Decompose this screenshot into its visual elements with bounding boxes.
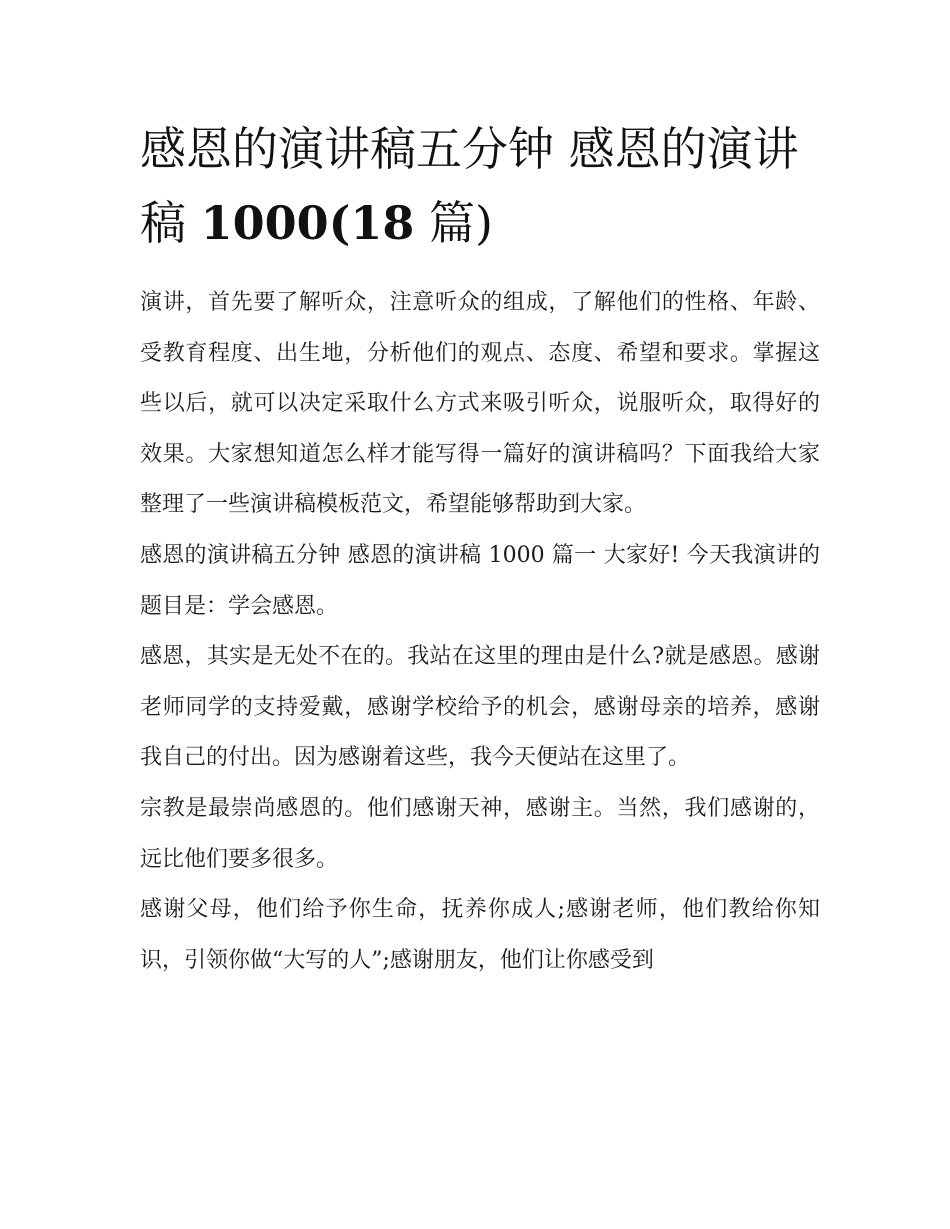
paragraph-gratitude: 感恩，其实是无处不在的。我站在这里的理由是什么?就是感恩。感谢老师同学的支持爱戴，感谢学校给予的机会，感谢母亲的培养，感谢我自己的付出。因为感谢着这些，我今天便站在这里了。	[140, 644, 820, 771]
document-title	[140, 112, 820, 260]
title-number: 1000(18	[200, 196, 415, 250]
paragraph-intro: 演讲，首先要了解听众，注意听众的组成，了解他们的性格、年龄、受教育程度、出生地，分析他们的观点、态度、希望和要求。掌握这些以后，就可以决定采取什么方式来吸引听众，说服听众，取得好的效果。大家想知道怎么样才能写得一篇好的演讲稿吗？下面我给大家整理了一些演讲稿模板范文，希望能够帮助到大家。	[140, 290, 820, 518]
paragraph-thanks: 感谢父母，他们给予你生命，抚养你成人;感谢老师，他们教给你知识，引领你做“大写的人”;感谢朋友，他们让你感受到	[140, 897, 820, 973]
paragraph-religion: 宗教是最崇尚感恩的。他们感谢天神，感谢主。当然，我们感谢的，远比他们要多很多。	[140, 795, 820, 872]
document-body	[140, 278, 820, 986]
document-page	[140, 112, 820, 986]
paragraph-greeting: 感恩的演讲稿五分钟 感恩的演讲稿 1000 篇一 大家好! 今天我演讲的题目是：学会感恩。	[140, 542, 820, 619]
title-suffix: 篇)	[414, 196, 494, 250]
title-text: 感恩的演讲稿五分钟 感恩的演讲稿	[140, 122, 799, 250]
